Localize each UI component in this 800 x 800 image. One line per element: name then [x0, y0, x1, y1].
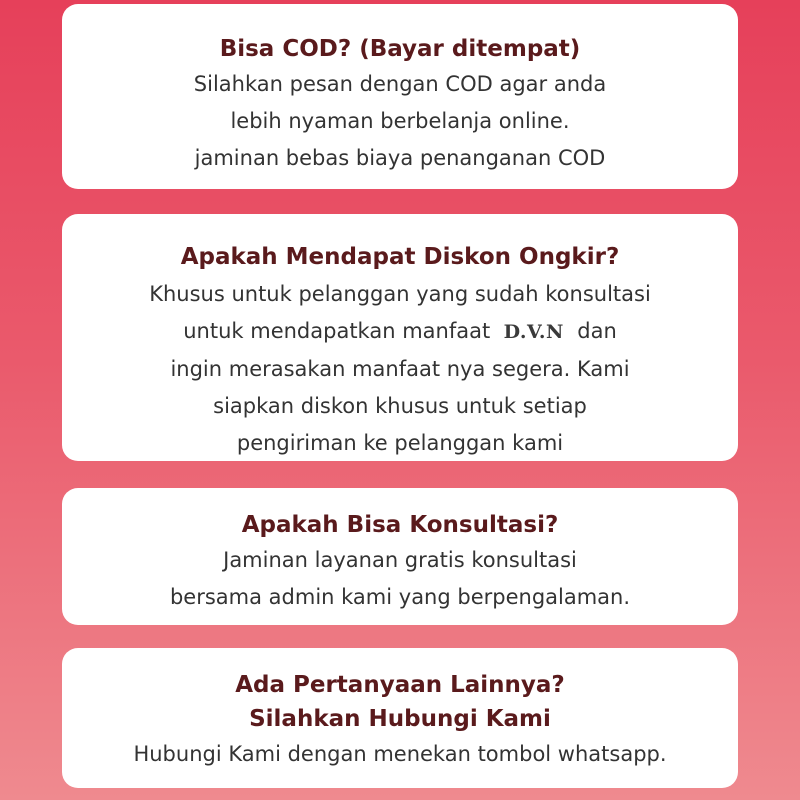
- faq-title-ongkir: Apakah Mendapat Diskon Ongkir?: [180, 244, 620, 270]
- faq-line: Khusus untuk pelanggan yang sudah konsultasi: [149, 282, 651, 306]
- faq-line: Jaminan layanan gratis konsultasi: [223, 548, 577, 572]
- brand-name: D.V.N: [503, 321, 564, 343]
- faq-subtitle-contact: Silahkan Hubungi Kami: [249, 706, 551, 732]
- faq-line: bersama admin kami yang berpengalaman.: [169, 585, 631, 609]
- faq-card-cod: [62, 4, 738, 189]
- faq-line-text: untuk mendapatkan manfaat: [183, 319, 491, 343]
- faq-line: lebih nyaman berbelanja online.: [230, 109, 570, 133]
- faq-line: siapkan diskon khusus untuk setiap: [213, 394, 587, 418]
- faq-line: ingin merasakan manfaat nya segera. Kami: [170, 357, 630, 381]
- faq-line: Hubungi Kami dengan menekan tombol whatsapp.: [133, 742, 667, 766]
- faq-line-text-suffix: dan: [577, 319, 617, 343]
- faq-title-cod: Bisa COD? (Bayar ditempat): [219, 36, 581, 62]
- faq-card-lainnya: [62, 648, 738, 788]
- faq-card-konsultasi: [62, 488, 738, 625]
- faq-title-konsultasi: Apakah Bisa Konsultasi?: [241, 512, 559, 538]
- faq-line-with-brand: [62, 313, 738, 351]
- faq-card-ongkir: [62, 214, 738, 461]
- faq-line: jaminan bebas biaya penanganan COD: [194, 146, 606, 170]
- faq-line: Silahkan pesan dengan COD agar anda: [193, 72, 607, 96]
- faq-title-lainnya: Ada Pertanyaan Lainnya?: [235, 672, 565, 698]
- faq-line: pengiriman ke pelanggan kami: [236, 431, 564, 455]
